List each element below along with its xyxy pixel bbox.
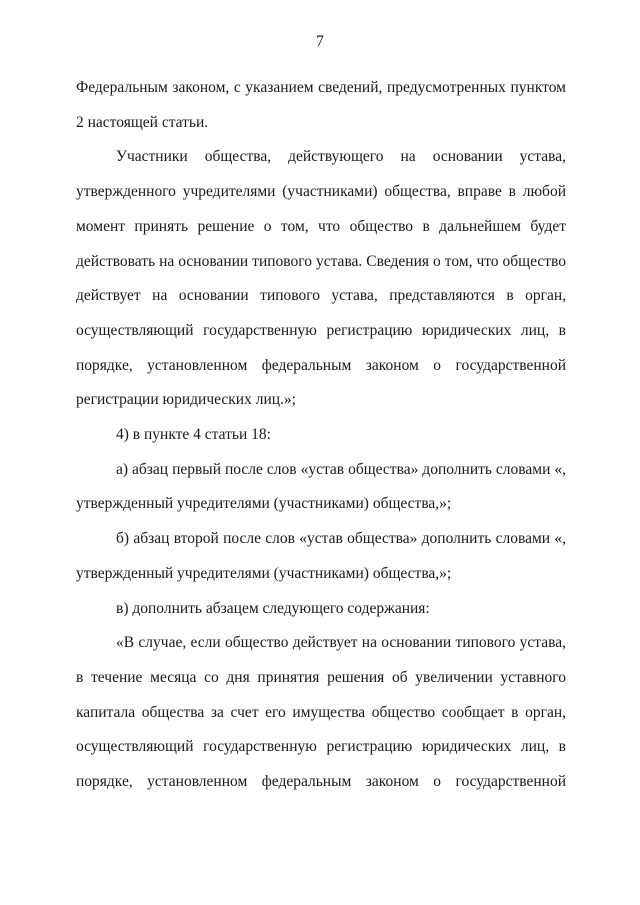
paragraph-new-clause: «В случае, если общество действует на основании типового устава, в течение месяца со дня принятия решения об увеличении уставного капитала общества за счет его имущества общество сообщает в орган, осуществляющий государственную регистрацию юридических лиц, в порядке, установленном федеральным законом о государственной: [76, 634, 566, 791]
paragraph-continuation: Федеральным законом, с указанием сведений, предусмотренных пунктом 2 настоящей статьи.: [76, 79, 566, 131]
paragraph-subitem-v: в) дополнить абзацем следующего содержания:: [116, 599, 430, 617]
document-body: [76, 71, 566, 800]
paragraph-participants-decision: Участники общества, действующего на основании устава, утвержденного учредителями (участниками) общества, вправе в любой момент принять решение о том, что общество в дальнейшем будет действовать на основании типового устава. Сведения о том, что общество действует на основании типового устава, представляются в орган, осуществляющий государственную регистрацию юридических лиц, в порядке, установленном федеральным законом о государственной регистрации юридических лиц.»;: [76, 148, 566, 409]
paragraph-subitem-b: б) абзац второй после слов «устав общества» дополнить словами «, утвержденный учредителями (участниками) общества,»;: [76, 530, 566, 582]
page-number: 7: [316, 33, 324, 50]
paragraph-subitem-a: а) абзац первый после слов «устав общества» дополнить словами «, утвержденный учредителями (участниками) общества,»;: [76, 460, 566, 513]
paragraph-item-4: 4) в пункте 4 статьи 18:: [116, 426, 271, 444]
